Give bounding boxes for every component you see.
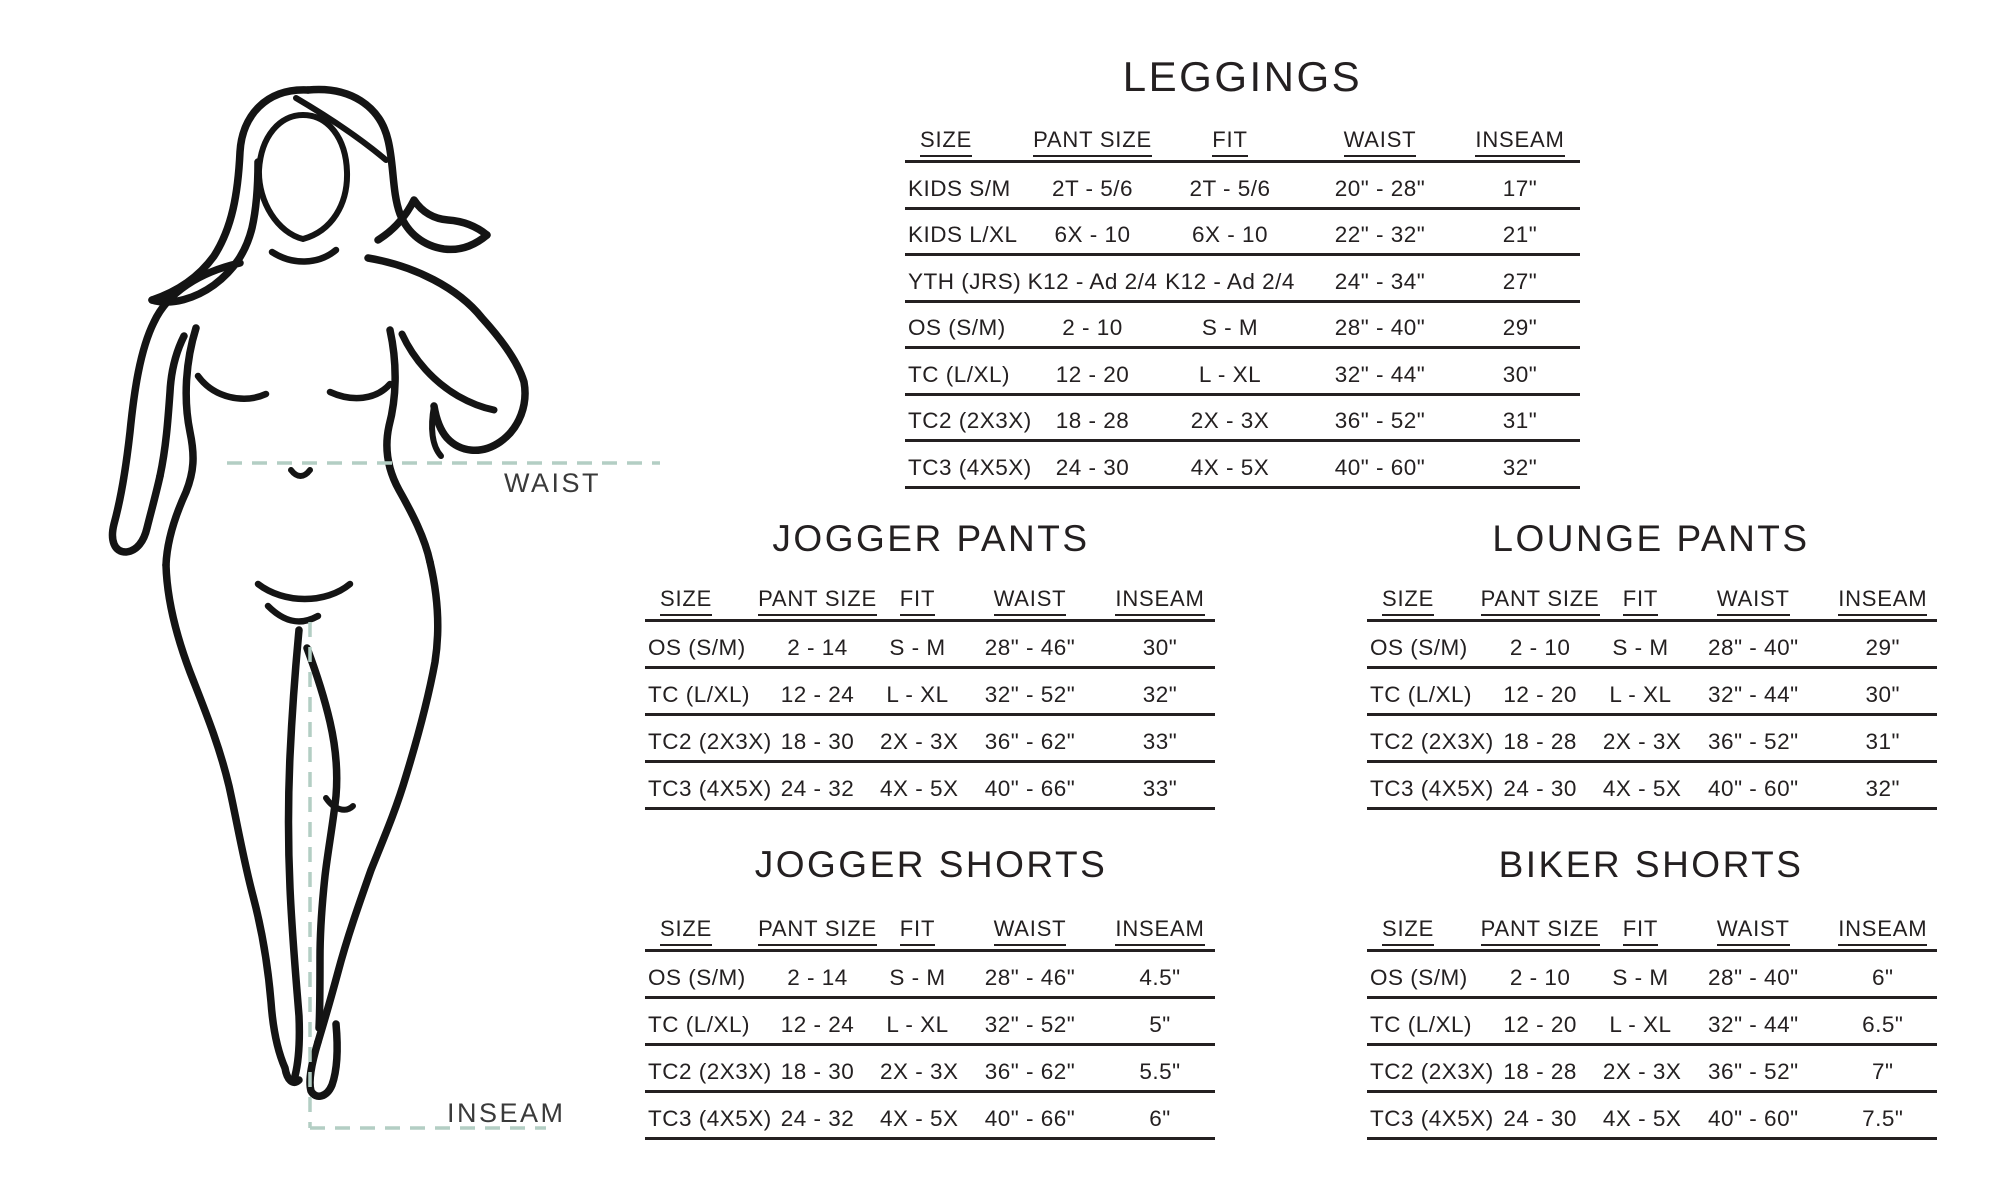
- jogger-pants-section: [645, 520, 1217, 810]
- jogger-shorts-row-0: [645, 951, 1215, 998]
- leggings-cell-5-2: 2X - 3X: [1160, 394, 1300, 441]
- jogger-pants-cell-0-0: OS (S/M): [645, 621, 755, 668]
- biker-shorts-header-row: [1367, 916, 1937, 951]
- lounge-pants-cell-1-3: 32" - 44": [1678, 668, 1829, 715]
- lounge-pants-cell-3-3: 40" - 60": [1678, 762, 1829, 809]
- jogger-shorts-cell-1-2: L - XL: [880, 998, 955, 1045]
- jogger-pants-cell-0-1: 2 - 14: [755, 621, 880, 668]
- jogger-pants-cell-0-3: 28" - 46": [955, 621, 1105, 668]
- biker-shorts-cell-3-0: TC3 (4X5X): [1367, 1092, 1477, 1139]
- biker-shorts-cell-0-2: S - M: [1603, 951, 1678, 998]
- leggings-cell-1-0: KIDS L/XL: [905, 208, 1025, 255]
- leggings-row-3: [905, 301, 1580, 348]
- lounge-pants-cell-3-2: 4X - 5X: [1603, 762, 1678, 809]
- jogger-shorts-col-inseam: INSEAM: [1105, 916, 1215, 951]
- jogger-pants-cell-3-2: 4X - 5X: [880, 762, 955, 809]
- lounge-pants-cell-2-2: 2X - 3X: [1603, 715, 1678, 762]
- jogger-shorts-cell-2-0: TC2 (2X3X): [645, 1045, 755, 1092]
- jogger-shorts-cell-0-4: 4.5": [1105, 951, 1215, 998]
- leggings-cell-2-1: K12 - Ad 2/4: [1025, 255, 1160, 302]
- leggings-cell-0-3: 20" - 28": [1300, 162, 1460, 209]
- lounge-pants-col-fit: FIT: [1603, 586, 1678, 621]
- lounge-pants-cell-1-1: 12 - 20: [1477, 668, 1602, 715]
- jogger-pants-cell-2-0: TC2 (2X3X): [645, 715, 755, 762]
- biker-shorts-cell-1-0: TC (L/XL): [1367, 998, 1477, 1045]
- leggings-col-inseam: INSEAM: [1460, 127, 1580, 162]
- leggings-section: [905, 53, 1580, 489]
- jogger-shorts-section: [645, 846, 1217, 1140]
- jogger-pants-cell-2-4: 33": [1105, 715, 1215, 762]
- biker-shorts-col-size: SIZE: [1367, 916, 1477, 951]
- jogger-pants-cell-1-0: TC (L/XL): [645, 668, 755, 715]
- jogger-pants-cell-2-2: 2X - 3X: [880, 715, 955, 762]
- lounge-pants-cell-0-1: 2 - 10: [1477, 621, 1602, 668]
- jogger-pants-row-1: [645, 668, 1215, 715]
- biker-shorts-cell-3-4: 7.5": [1829, 1092, 1937, 1139]
- leggings-cell-5-4: 31": [1460, 394, 1580, 441]
- jogger-pants-row-3: [645, 762, 1215, 809]
- jogger-pants-col-fit: FIT: [880, 586, 955, 621]
- lounge-pants-row-2: [1367, 715, 1937, 762]
- leggings-cell-6-4: 32": [1460, 441, 1580, 488]
- lounge-pants-cell-0-4: 29": [1829, 621, 1937, 668]
- lounge-pants-cell-1-0: TC (L/XL): [1367, 668, 1477, 715]
- lounge-pants-cell-1-4: 30": [1829, 668, 1937, 715]
- leggings-row-4: [905, 348, 1580, 395]
- crotch-curve: [268, 606, 318, 621]
- lounge-pants-cell-0-0: OS (S/M): [1367, 621, 1477, 668]
- jogger-pants-cell-3-4: 33": [1105, 762, 1215, 809]
- jogger-shorts-cell-3-3: 40" - 66": [955, 1092, 1105, 1139]
- leggings-cell-1-4: 21": [1460, 208, 1580, 255]
- jogger-pants-cell-2-3: 36" - 62": [955, 715, 1105, 762]
- left-leg-inner: [289, 630, 300, 1076]
- leggings-cell-5-1: 18 - 28: [1025, 394, 1160, 441]
- biker-shorts-cell-2-3: 36" - 52": [1678, 1045, 1829, 1092]
- jogger-pants-cell-1-2: L - XL: [880, 668, 955, 715]
- jogger-shorts-header-row: [645, 916, 1215, 951]
- leggings-cell-0-1: 2T - 5/6: [1025, 162, 1160, 209]
- lounge-pants-cell-2-3: 36" - 52": [1678, 715, 1829, 762]
- leggings-cell-6-0: TC3 (4X5X): [905, 441, 1025, 488]
- leggings-cell-6-3: 40" - 60": [1300, 441, 1460, 488]
- leggings-cell-1-3: 22" - 32": [1300, 208, 1460, 255]
- biker-shorts-cell-0-4: 6": [1829, 951, 1937, 998]
- biker-shorts-cell-0-1: 2 - 10: [1477, 951, 1602, 998]
- lounge-pants-row-0: [1367, 621, 1937, 668]
- leggings-cell-6-2: 4X - 5X: [1160, 441, 1300, 488]
- leggings-header-row: [905, 127, 1580, 162]
- lounge-pants-table: [1367, 586, 1937, 810]
- leggings-cell-5-0: TC2 (2X3X): [905, 394, 1025, 441]
- jogger-pants-header-row: [645, 586, 1215, 621]
- leggings-cell-3-0: OS (S/M): [905, 301, 1025, 348]
- lounge-pants-col-waist: WAIST: [1678, 586, 1829, 621]
- leggings-table: [905, 127, 1580, 489]
- biker-shorts-cell-0-0: OS (S/M): [1367, 951, 1477, 998]
- leggings-cell-3-4: 29": [1460, 301, 1580, 348]
- jogger-pants-cell-0-2: S - M: [880, 621, 955, 668]
- biker-shorts-section: [1367, 846, 1935, 1140]
- jogger-pants-cell-1-3: 32" - 52": [955, 668, 1105, 715]
- jogger-shorts-cell-1-1: 12 - 24: [755, 998, 880, 1045]
- face: [259, 115, 347, 239]
- body-figure-svg: [0, 0, 700, 1200]
- biker-shorts-cell-2-0: TC2 (2X3X): [1367, 1045, 1477, 1092]
- lounge-pants-cell-0-3: 28" - 40": [1678, 621, 1829, 668]
- leggings-cell-5-3: 36" - 52": [1300, 394, 1460, 441]
- lounge-pants-col-size: SIZE: [1367, 586, 1477, 621]
- left-leg-outer: [166, 565, 299, 1082]
- jogger-pants-cell-0-4: 30": [1105, 621, 1215, 668]
- jogger-shorts-cell-3-2: 4X - 5X: [880, 1092, 955, 1139]
- lounge-pants-cell-3-0: TC3 (4X5X): [1367, 762, 1477, 809]
- leggings-cell-3-3: 28" - 40": [1300, 301, 1460, 348]
- jogger-shorts-cell-2-2: 2X - 3X: [880, 1045, 955, 1092]
- leggings-cell-4-1: 12 - 20: [1025, 348, 1160, 395]
- right-arm-inner: [402, 334, 494, 410]
- biker-shorts-cell-3-3: 40" - 60": [1678, 1092, 1829, 1139]
- navel: [291, 470, 310, 476]
- leggings-col-pant-size: PANT SIZE: [1025, 127, 1160, 162]
- biker-shorts-col-inseam: INSEAM: [1829, 916, 1937, 951]
- biker-shorts-cell-1-3: 32" - 44": [1678, 998, 1829, 1045]
- biker-shorts-row-3: [1367, 1092, 1937, 1139]
- jogger-shorts-col-pant-size: PANT SIZE: [755, 916, 880, 951]
- biker-shorts-row-0: [1367, 951, 1937, 998]
- jogger-pants-col-waist: WAIST: [955, 586, 1105, 621]
- lounge-pants-cell-2-4: 31": [1829, 715, 1937, 762]
- leggings-row-5: [905, 394, 1580, 441]
- waist-label: WAIST: [504, 468, 601, 498]
- leggings-col-fit: FIT: [1160, 127, 1300, 162]
- biker-shorts-table: [1367, 916, 1937, 1140]
- biker-shorts-col-pant-size: PANT SIZE: [1477, 916, 1602, 951]
- leggings-cell-4-2: L - XL: [1160, 348, 1300, 395]
- leggings-cell-2-2: K12 - Ad 2/4: [1160, 255, 1300, 302]
- leggings-col-size: SIZE: [905, 127, 1025, 162]
- leggings-row-0: [905, 162, 1580, 209]
- lounge-pants-row-1: [1367, 668, 1937, 715]
- jogger-shorts-cell-2-4: 5.5": [1105, 1045, 1215, 1092]
- biker-shorts-col-fit: FIT: [1603, 916, 1678, 951]
- hair-left-flick: [152, 162, 258, 302]
- leggings-cell-4-3: 32" - 44": [1300, 348, 1460, 395]
- lounge-pants-row-3: [1367, 762, 1937, 809]
- jogger-shorts-col-fit: FIT: [880, 916, 955, 951]
- biker-shorts-cell-2-4: 7": [1829, 1045, 1937, 1092]
- leggings-cell-2-3: 24" - 34": [1300, 255, 1460, 302]
- lounge-pants-cell-3-4: 32": [1829, 762, 1937, 809]
- figure-outline: [113, 89, 526, 1096]
- right-knee-crease: [326, 798, 353, 810]
- jogger-shorts-row-1: [645, 998, 1215, 1045]
- lounge-pants-section: [1367, 520, 1935, 810]
- jogger-shorts-row-2: [645, 1045, 1215, 1092]
- jogger-shorts-cell-0-1: 2 - 14: [755, 951, 880, 998]
- jogger-pants-cell-3-1: 24 - 32: [755, 762, 880, 809]
- lounge-pants-cell-0-2: S - M: [1603, 621, 1678, 668]
- lounge-pants-cell-2-0: TC2 (2X3X): [1367, 715, 1477, 762]
- leggings-title: LEGGINGS: [1122, 53, 1363, 100]
- biker-shorts-row-2: [1367, 1045, 1937, 1092]
- biker-shorts-row-1: [1367, 998, 1937, 1045]
- jogger-pants-col-inseam: INSEAM: [1105, 586, 1215, 621]
- leggings-cell-2-0: YTH (JRS): [905, 255, 1025, 302]
- leggings-cell-3-1: 2 - 10: [1025, 301, 1160, 348]
- jogger-shorts-cell-2-3: 36" - 62": [955, 1045, 1105, 1092]
- jogger-shorts-title: JOGGER SHORTS: [754, 844, 1108, 885]
- jogger-shorts-cell-3-0: TC3 (4X5X): [645, 1092, 755, 1139]
- jogger-shorts-cell-0-3: 28" - 46": [955, 951, 1105, 998]
- jogger-pants-row-2: [645, 715, 1215, 762]
- biker-shorts-cell-3-2: 4X - 5X: [1603, 1092, 1678, 1139]
- jogger-pants-cell-2-1: 18 - 30: [755, 715, 880, 762]
- lounge-pants-cell-2-1: 18 - 28: [1477, 715, 1602, 762]
- jogger-pants-table: [645, 586, 1215, 810]
- inseam-label: INSEAM: [447, 1098, 566, 1128]
- lounge-pants-col-pant-size: PANT SIZE: [1477, 586, 1602, 621]
- lounge-pants-col-inseam: INSEAM: [1829, 586, 1937, 621]
- jogger-pants-row-0: [645, 621, 1215, 668]
- leggings-cell-4-4: 30": [1460, 348, 1580, 395]
- jogger-pants-cell-1-1: 12 - 24: [755, 668, 880, 715]
- jogger-shorts-row-3: [645, 1092, 1215, 1139]
- leggings-cell-4-0: TC (L/XL): [905, 348, 1025, 395]
- left-arm-inner: [160, 336, 184, 476]
- jogger-shorts-cell-3-4: 6": [1105, 1092, 1215, 1139]
- jogger-shorts-cell-1-4: 5": [1105, 998, 1215, 1045]
- leggings-cell-0-4: 17": [1460, 162, 1580, 209]
- leggings-cell-3-2: S - M: [1160, 301, 1300, 348]
- leggings-cell-1-2: 6X - 10: [1160, 208, 1300, 255]
- lounge-pants-header-row: [1367, 586, 1937, 621]
- biker-shorts-col-waist: WAIST: [1678, 916, 1829, 951]
- jogger-shorts-cell-1-3: 32" - 52": [955, 998, 1105, 1045]
- bust-left: [198, 376, 266, 399]
- body-figure-illustration: [0, 0, 700, 1200]
- jogger-pants-cell-3-0: TC3 (4X5X): [645, 762, 755, 809]
- lounge-pants-cell-3-1: 24 - 30: [1477, 762, 1602, 809]
- biker-shorts-title: BIKER SHORTS: [1498, 844, 1804, 885]
- jogger-pants-col-pant-size: PANT SIZE: [755, 586, 880, 621]
- belly-curve: [258, 584, 350, 599]
- biker-shorts-cell-2-1: 18 - 28: [1477, 1045, 1602, 1092]
- jogger-pants-title: JOGGER PANTS: [772, 518, 1090, 559]
- jogger-shorts-cell-3-1: 24 - 32: [755, 1092, 880, 1139]
- jogger-pants-col-size: SIZE: [645, 586, 755, 621]
- jogger-shorts-cell-1-0: TC (L/XL): [645, 998, 755, 1045]
- biker-shorts-cell-1-2: L - XL: [1603, 998, 1678, 1045]
- leggings-cell-0-2: 2T - 5/6: [1160, 162, 1300, 209]
- leggings-cell-2-4: 27": [1460, 255, 1580, 302]
- leggings-cell-6-1: 24 - 30: [1025, 441, 1160, 488]
- biker-shorts-cell-3-1: 24 - 30: [1477, 1092, 1602, 1139]
- jogger-shorts-col-waist: WAIST: [955, 916, 1105, 951]
- leggings-cell-0-0: KIDS S/M: [905, 162, 1025, 209]
- bust-right: [330, 384, 390, 398]
- jogger-pants-cell-1-4: 32": [1105, 668, 1215, 715]
- biker-shorts-cell-0-3: 28" - 40": [1678, 951, 1829, 998]
- biker-shorts-cell-1-4: 6.5": [1829, 998, 1937, 1045]
- biker-shorts-cell-2-2: 2X - 3X: [1603, 1045, 1678, 1092]
- jogger-shorts-col-size: SIZE: [645, 916, 755, 951]
- biker-shorts-cell-1-1: 12 - 20: [1477, 998, 1602, 1045]
- lounge-pants-cell-1-2: L - XL: [1603, 668, 1678, 715]
- jogger-shorts-table: [645, 916, 1215, 1140]
- jogger-shorts-cell-0-0: OS (S/M): [645, 951, 755, 998]
- leggings-col-waist: WAIST: [1300, 127, 1460, 162]
- jogger-shorts-cell-2-1: 18 - 30: [755, 1045, 880, 1092]
- leggings-row-1: [905, 208, 1580, 255]
- leggings-row-2: [905, 255, 1580, 302]
- neck-curve: [272, 250, 336, 262]
- lounge-pants-title: LOUNGE PANTS: [1492, 518, 1810, 559]
- leggings-cell-1-1: 6X - 10: [1025, 208, 1160, 255]
- jogger-pants-cell-3-3: 40" - 66": [955, 762, 1105, 809]
- jogger-shorts-cell-0-2: S - M: [880, 951, 955, 998]
- leggings-row-6: [905, 441, 1580, 488]
